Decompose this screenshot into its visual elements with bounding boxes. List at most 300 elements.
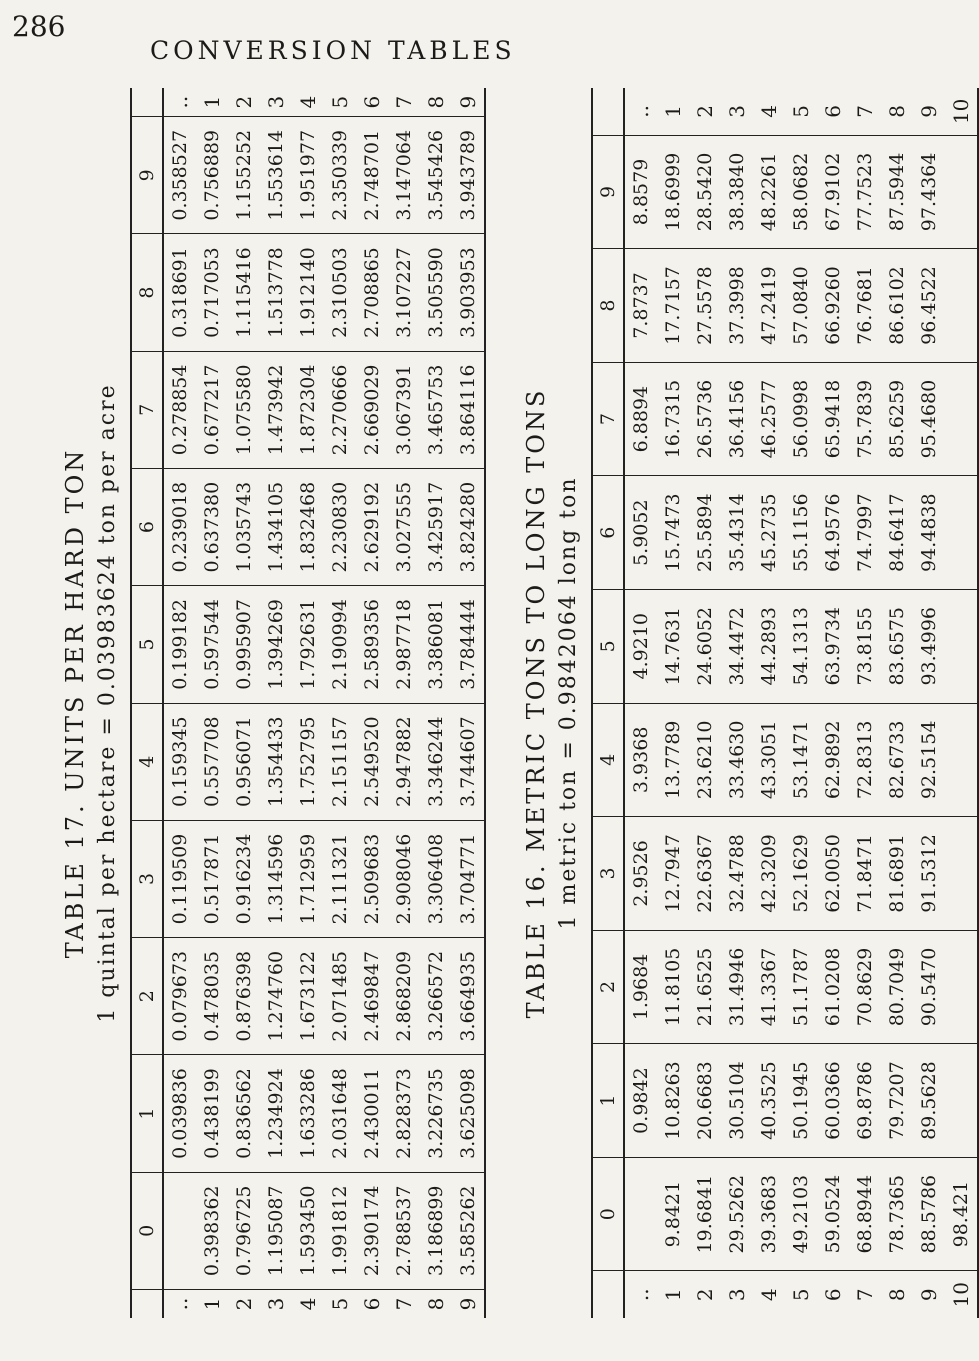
table-cell: 2.310503 — [324, 234, 356, 351]
row-header: 9 — [913, 88, 945, 135]
table-cell: 8.8579 — [624, 135, 657, 249]
table-cell: 0.278854 — [163, 351, 196, 468]
table-cell: 92.5154 — [913, 703, 945, 817]
table-cell: 32.4788 — [721, 817, 753, 931]
table-cell: 23.6210 — [689, 703, 721, 817]
row-header: 9 — [452, 88, 485, 117]
table-cell: 31.4946 — [721, 930, 753, 1044]
table-cell: 3.824280 — [452, 468, 485, 585]
table-cell: 77.7523 — [849, 135, 881, 249]
table-cell: 3.147064 — [388, 117, 420, 234]
running-head: CONVERSION TABLES — [150, 36, 516, 65]
table-cell: 17.7157 — [657, 249, 689, 363]
table-row — [356, 88, 388, 1318]
table-cell: 0.995907 — [228, 586, 260, 703]
table-cell: 2.469847 — [356, 938, 388, 1055]
table-cell: 3.903953 — [452, 234, 485, 351]
table-cell: 40.3525 — [753, 1044, 785, 1158]
table-cell: 28.5420 — [689, 135, 721, 249]
table-cell: 3.266572 — [420, 938, 452, 1055]
table-row — [624, 88, 657, 1318]
table-cell: 91.5312 — [913, 817, 945, 931]
row-header: 3 — [260, 88, 292, 117]
row-header: 4 — [753, 88, 785, 135]
table-row — [163, 88, 196, 1318]
table-cell: 0.079673 — [163, 938, 196, 1055]
row-header: 7 — [388, 88, 420, 117]
table-cell: 3.664935 — [452, 938, 485, 1055]
table-cell: 1.712959 — [292, 820, 324, 937]
table-cell: 67.9102 — [817, 135, 849, 249]
table-cell: 79.7207 — [881, 1044, 913, 1158]
table-cell: 0.239018 — [163, 468, 196, 585]
table-cell: 94.4838 — [913, 476, 945, 590]
table-cell: 3.346244 — [420, 703, 452, 820]
row-header: 1 — [196, 88, 228, 117]
table-cell: 25.5894 — [689, 476, 721, 590]
table-cell: 0.119509 — [163, 820, 196, 937]
table-cell: 66.9260 — [817, 249, 849, 363]
table-cell: 33.4630 — [721, 703, 753, 817]
table-cell: 2.031648 — [324, 1055, 356, 1172]
table-cell: 2.350339 — [324, 117, 356, 234]
table-cell: 39.3683 — [753, 1157, 785, 1271]
table-cell: 71.8471 — [849, 817, 881, 931]
table-row — [849, 88, 881, 1318]
table-cell: 0.9842 — [624, 1044, 657, 1158]
table-cell: 59.0524 — [817, 1157, 849, 1271]
row-header: 8 — [881, 88, 913, 135]
column-header — [592, 1271, 624, 1318]
table-cell: 68.8944 — [849, 1157, 881, 1271]
table-cell: 46.2577 — [753, 362, 785, 476]
table-cell: 3.027555 — [388, 468, 420, 585]
table-cell: 3.425917 — [420, 468, 452, 585]
table-cell — [945, 249, 978, 363]
table-cell: 2.270666 — [324, 351, 356, 468]
row-header: 9 — [452, 1289, 485, 1318]
table-cell: 21.6525 — [689, 930, 721, 1044]
table-cell: 85.6259 — [881, 362, 913, 476]
table-row — [945, 88, 978, 1318]
table-cell: 53.1471 — [785, 703, 817, 817]
table-cell: 3.784444 — [452, 586, 485, 703]
table-cell: 1.912140 — [292, 234, 324, 351]
table-cell: 0.517871 — [196, 820, 228, 937]
table-cell: 3.465753 — [420, 351, 452, 468]
table-cell: 62.9892 — [817, 703, 849, 817]
table-cell: 2.230830 — [324, 468, 356, 585]
row-header: 5 — [328, 1297, 352, 1311]
table-cell: 44.2893 — [753, 589, 785, 703]
table-cell: 2.390174 — [356, 1172, 388, 1289]
column-header: 7 — [592, 362, 624, 476]
table-row — [292, 88, 324, 1318]
row-header: 1 — [200, 1297, 224, 1311]
table-cell: 3.226735 — [420, 1055, 452, 1172]
row-header: 2 — [228, 88, 260, 117]
row-header: 5 — [785, 88, 817, 135]
table-cell: 83.6575 — [881, 589, 913, 703]
table-cell: 1.991812 — [324, 1172, 356, 1289]
table-cell: 80.7049 — [881, 930, 913, 1044]
row-header: 4 — [757, 1288, 781, 1302]
row-header: 4 — [292, 88, 324, 117]
table-cell: 73.8155 — [849, 589, 881, 703]
table-cell: 96.4522 — [913, 249, 945, 363]
page-number: 286 — [12, 10, 66, 43]
column-header: 8 — [592, 249, 624, 363]
table-cell: 57.0840 — [785, 249, 817, 363]
table-row — [452, 88, 485, 1318]
table-cell: 38.3840 — [721, 135, 753, 249]
table-cell: 2.908046 — [388, 820, 420, 937]
table-cell: 0.677217 — [196, 351, 228, 468]
conversion-table-block — [522, 88, 979, 1318]
table-cell: 16.7315 — [657, 362, 689, 476]
row-header: 6 — [360, 1297, 384, 1311]
table-cell: 29.5262 — [721, 1157, 753, 1271]
table-cell: 2.589356 — [356, 586, 388, 703]
table-cell: 3.505590 — [420, 234, 452, 351]
table-cell: 2.629192 — [356, 468, 388, 585]
table-cell: 0.318691 — [163, 234, 196, 351]
table-row — [196, 88, 228, 1318]
table-cell: 1.593450 — [292, 1172, 324, 1289]
table-cell: 75.7839 — [849, 362, 881, 476]
table-cell: 3.306408 — [420, 820, 452, 937]
table-cell: 1.673122 — [292, 938, 324, 1055]
table-cell: 1.314596 — [260, 820, 292, 937]
table-row — [817, 88, 849, 1318]
table-cell: 41.3367 — [753, 930, 785, 1044]
table-cell: 2.748701 — [356, 117, 388, 234]
conversion-table-block — [61, 88, 486, 1318]
column-header: 1 — [131, 1055, 163, 1172]
table-cell: 86.6102 — [881, 249, 913, 363]
table-cell: 60.0366 — [817, 1044, 849, 1158]
row-header: 2 — [689, 88, 721, 135]
table-cell: 3.625098 — [452, 1055, 485, 1172]
column-header: 9 — [131, 117, 163, 234]
row-header: 7 — [849, 88, 881, 135]
row-header: 3 — [264, 1297, 288, 1311]
table-cell: 26.5736 — [689, 362, 721, 476]
table-cell: 1.832468 — [292, 468, 324, 585]
column-header: 9 — [592, 135, 624, 249]
table-cell: 61.0208 — [817, 930, 849, 1044]
table-cell: 48.2261 — [753, 135, 785, 249]
row-header: 1 — [657, 88, 689, 135]
table-cell: 3.545426 — [420, 117, 452, 234]
table-cell: 0.717053 — [196, 234, 228, 351]
table-cell: 19.6841 — [689, 1157, 721, 1271]
row-header: .. — [163, 88, 196, 117]
table-cell — [945, 930, 978, 1044]
table-row — [881, 88, 913, 1318]
column-header: 4 — [592, 703, 624, 817]
table-cell: 35.4314 — [721, 476, 753, 590]
table-cell: 55.1156 — [785, 476, 817, 590]
table-cell: 0.398362 — [196, 1172, 228, 1289]
table-cell: 84.6417 — [881, 476, 913, 590]
column-header: 6 — [131, 468, 163, 585]
table-cell: 1.752795 — [292, 703, 324, 820]
table-cell: 24.6052 — [689, 589, 721, 703]
table-cell: 6.8894 — [624, 362, 657, 476]
column-header: 0 — [131, 1172, 163, 1289]
table-cell: 0.478035 — [196, 938, 228, 1055]
table-cell: 1.274760 — [260, 938, 292, 1055]
table-cell: 42.3209 — [753, 817, 785, 931]
table-cell: 69.8786 — [849, 1044, 881, 1158]
table-cell: 87.5944 — [881, 135, 913, 249]
table-cell: 0.876398 — [228, 938, 260, 1055]
row-header: 4 — [296, 1297, 320, 1311]
table-cell: 1.633286 — [292, 1055, 324, 1172]
table-cell: 56.0998 — [785, 362, 817, 476]
table-cell: 1.553614 — [260, 117, 292, 234]
table-cell: 1.115416 — [228, 234, 260, 351]
table-cell: 50.1945 — [785, 1044, 817, 1158]
table-cell: 12.7947 — [657, 817, 689, 931]
table-cell: 1.155252 — [228, 117, 260, 234]
table-cell — [945, 362, 978, 476]
table-cell: 0.916234 — [228, 820, 260, 937]
table-cell — [945, 476, 978, 590]
table-cell: 2.788537 — [388, 1172, 420, 1289]
table-row — [721, 88, 753, 1318]
table-cell: 62.0050 — [817, 817, 849, 931]
table-cell: 1.354433 — [260, 703, 292, 820]
table-cell: 1.9684 — [624, 930, 657, 1044]
row-header: 2 — [693, 1288, 717, 1302]
table-cell: 3.943789 — [452, 117, 485, 234]
row-header: 6 — [356, 88, 388, 117]
table-cell: 0.199182 — [163, 586, 196, 703]
column-header: 5 — [131, 586, 163, 703]
table-cell: 0.637380 — [196, 468, 228, 585]
column-header: 2 — [592, 930, 624, 1044]
table-cell: 0.796725 — [228, 1172, 260, 1289]
conversion-table — [130, 88, 486, 1318]
table-cell: 51.1787 — [785, 930, 817, 1044]
table-cell: 3.067391 — [388, 351, 420, 468]
table-cell: 98.421 — [945, 1157, 978, 1271]
table-cell: 72.8313 — [849, 703, 881, 817]
row-header: 3 — [725, 1288, 749, 1302]
table-row — [388, 88, 420, 1318]
column-header — [131, 88, 163, 117]
row-header: .. — [624, 88, 657, 135]
table-cell: 1.434105 — [260, 468, 292, 585]
table-cell: 3.9368 — [624, 703, 657, 817]
table-cell: 78.7365 — [881, 1157, 913, 1271]
table-cell: 1.513778 — [260, 234, 292, 351]
table-cell: 2.071485 — [324, 938, 356, 1055]
table-cell: 90.5470 — [913, 930, 945, 1044]
table-row — [324, 88, 356, 1318]
table-cell: 2.828373 — [388, 1055, 420, 1172]
table-cell: 5.9052 — [624, 476, 657, 590]
table-row — [260, 88, 292, 1318]
table-cell: 1.394269 — [260, 586, 292, 703]
table-cell: 0.358527 — [163, 117, 196, 234]
table-row — [689, 88, 721, 1318]
table-cell: 1.951977 — [292, 117, 324, 234]
table-cell: 93.4996 — [913, 589, 945, 703]
table-cell: 2.947882 — [388, 703, 420, 820]
table-cell — [945, 703, 978, 817]
table-subtitle: 1 metric ton = 0.9842064 long ton — [556, 476, 581, 930]
table-cell: 74.7997 — [849, 476, 881, 590]
column-header: 3 — [592, 817, 624, 931]
table-cell — [945, 589, 978, 703]
table-cell: 4.9210 — [624, 589, 657, 703]
table-cell — [624, 1157, 657, 1271]
table-cell: 58.0682 — [785, 135, 817, 249]
table-cell: 0.836562 — [228, 1055, 260, 1172]
table-cell: 65.9418 — [817, 362, 849, 476]
table-subtitle: 1 quintal per hectare = 0.03983624 ton per acre — [95, 383, 120, 1023]
column-header: 0 — [592, 1157, 624, 1271]
column-header: 1 — [592, 1044, 624, 1158]
table-cell: 54.1313 — [785, 589, 817, 703]
table-row — [753, 88, 785, 1318]
row-header: 10 — [945, 1271, 978, 1318]
table-cell: 52.1629 — [785, 817, 817, 931]
table-cell: 30.5104 — [721, 1044, 753, 1158]
table-cell: 7.8737 — [624, 249, 657, 363]
header-row — [592, 88, 624, 1318]
table-cell: 89.5628 — [913, 1044, 945, 1158]
table-cell: 0.039836 — [163, 1055, 196, 1172]
table-cell: 1.473942 — [260, 351, 292, 468]
table-cell: 2.430011 — [356, 1055, 388, 1172]
table-cell: 47.2419 — [753, 249, 785, 363]
row-header: 3 — [721, 88, 753, 135]
table-cell: 0.756889 — [196, 117, 228, 234]
table-cell: 36.4156 — [721, 362, 753, 476]
table-cell: 0.956071 — [228, 703, 260, 820]
table-cell: 0.557708 — [196, 703, 228, 820]
row-header: 1 — [661, 1288, 685, 1302]
table-cell: 3.585262 — [452, 1172, 485, 1289]
row-header: .. — [629, 1288, 653, 1302]
table-cell: 13.7789 — [657, 703, 689, 817]
table-cell: 97.4364 — [913, 135, 945, 249]
column-header: 5 — [592, 589, 624, 703]
table-cell: 20.6683 — [689, 1044, 721, 1158]
table-cell: 11.8105 — [657, 930, 689, 1044]
table-cell: 2.987718 — [388, 586, 420, 703]
table-cell: 70.8629 — [849, 930, 881, 1044]
table-cell: 3.386081 — [420, 586, 452, 703]
table-cell: 2.9526 — [624, 817, 657, 931]
column-header — [592, 88, 624, 135]
table-cell: 1.792631 — [292, 586, 324, 703]
table-title: TABLE 17. UNITS PER HARD TON — [61, 447, 89, 959]
table-cell: 1.234924 — [260, 1055, 292, 1172]
table-cell: 76.7681 — [849, 249, 881, 363]
table-title: TABLE 16. METRIC TONS TO LONG TONS — [522, 387, 550, 1019]
table-cell: 88.5786 — [913, 1157, 945, 1271]
table-cell: 2.549520 — [356, 703, 388, 820]
table-row — [785, 88, 817, 1318]
table-cell: 63.9734 — [817, 589, 849, 703]
table-cell — [945, 135, 978, 249]
row-header: .. — [168, 1297, 192, 1311]
table-cell: 10.8263 — [657, 1044, 689, 1158]
table-row — [420, 88, 452, 1318]
table-cell: 14.7631 — [657, 589, 689, 703]
table-cell: 1.035743 — [228, 468, 260, 585]
table-cell: 2.708865 — [356, 234, 388, 351]
row-header: 9 — [917, 1288, 941, 1302]
column-header: 3 — [131, 820, 163, 937]
row-header: 5 — [789, 1288, 813, 1302]
row-header: 7 — [853, 1288, 877, 1302]
table-cell: 2.868209 — [388, 938, 420, 1055]
table-cell: 43.3051 — [753, 703, 785, 817]
column-header: 7 — [131, 351, 163, 468]
table-cell: 1.075580 — [228, 351, 260, 468]
table-row — [228, 88, 260, 1318]
table-cell: 1.195087 — [260, 1172, 292, 1289]
table-cell: 2.509683 — [356, 820, 388, 937]
row-header: 7 — [392, 1297, 416, 1311]
tables-container — [61, 88, 979, 1318]
row-header: 6 — [821, 1288, 845, 1302]
table-cell: 3.107227 — [388, 234, 420, 351]
table-cell: 1.872304 — [292, 351, 324, 468]
table-row — [657, 88, 689, 1318]
table-cell: 3.864116 — [452, 351, 485, 468]
table-cell: 45.2735 — [753, 476, 785, 590]
table-cell: 2.669029 — [356, 351, 388, 468]
table-cell: 0.159345 — [163, 703, 196, 820]
table-cell: 49.2103 — [785, 1157, 817, 1271]
table-cell — [945, 1044, 978, 1158]
table-cell: 15.7473 — [657, 476, 689, 590]
row-header: 8 — [885, 1288, 909, 1302]
table-cell: 22.6367 — [689, 817, 721, 931]
table-cell: 27.5578 — [689, 249, 721, 363]
conversion-table — [591, 88, 979, 1318]
table-cell: 3.744607 — [452, 703, 485, 820]
table-cell — [945, 817, 978, 931]
table-cell: 9.8421 — [657, 1157, 689, 1271]
table-cell: 2.111321 — [324, 820, 356, 937]
table-cell — [163, 1172, 196, 1289]
row-header: 8 — [420, 88, 452, 117]
table-cell: 3.186899 — [420, 1172, 452, 1289]
table-cell: 0.597544 — [196, 586, 228, 703]
column-header — [131, 1289, 163, 1318]
column-header: 2 — [131, 938, 163, 1055]
column-header: 8 — [131, 234, 163, 351]
table-cell: 0.438199 — [196, 1055, 228, 1172]
table-cell: 95.4680 — [913, 362, 945, 476]
row-header: 8 — [424, 1297, 448, 1311]
column-header: 4 — [131, 703, 163, 820]
table-cell: 64.9576 — [817, 476, 849, 590]
table-cell: 18.6999 — [657, 135, 689, 249]
row-header: 5 — [324, 88, 356, 117]
row-header: 10 — [945, 88, 978, 135]
table-cell: 2.190994 — [324, 586, 356, 703]
row-header: 2 — [232, 1297, 256, 1311]
